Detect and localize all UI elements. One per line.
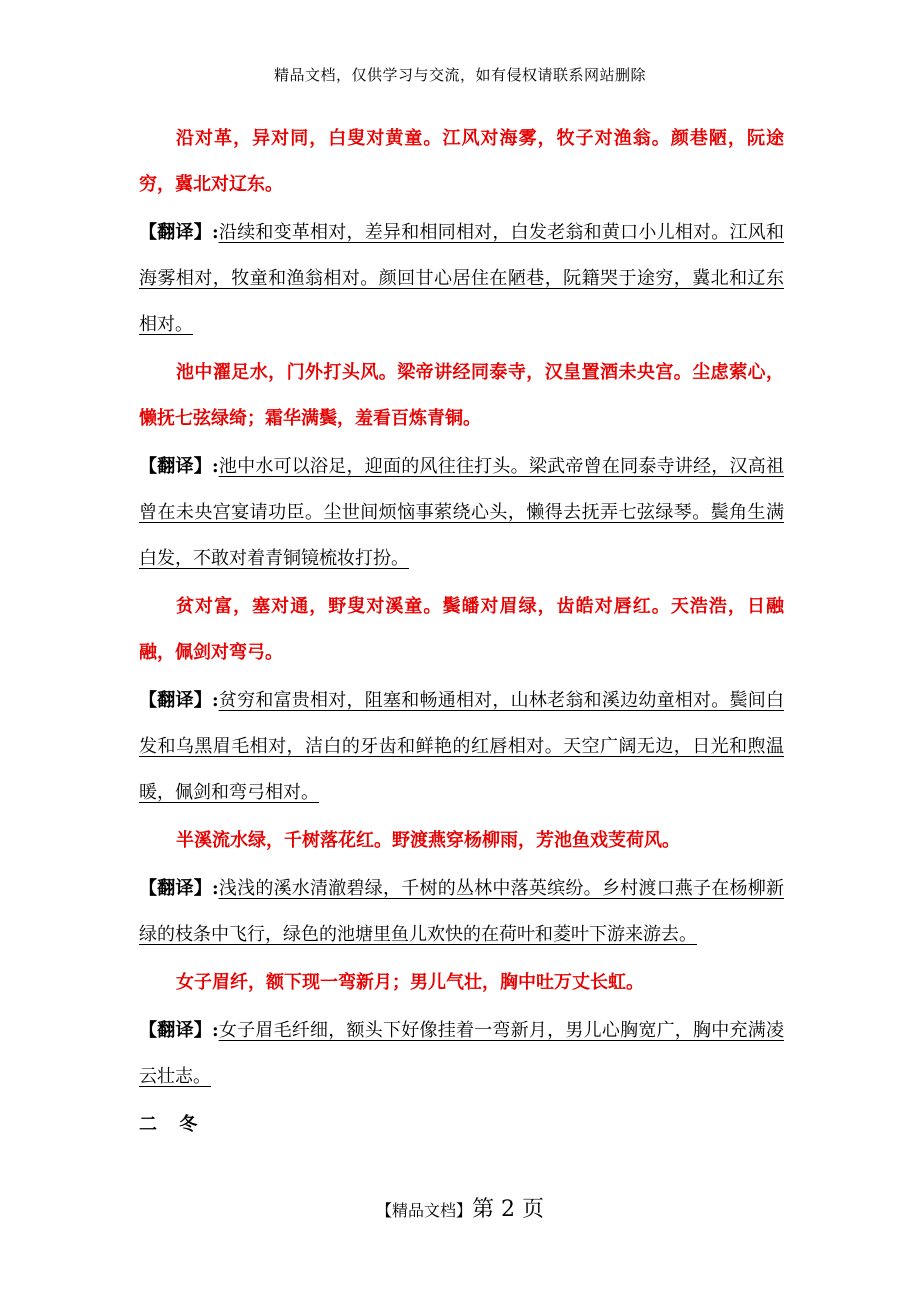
translation-label: 【翻译】: <box>139 878 219 899</box>
translation-label: 【翻译】: <box>139 456 219 477</box>
translation <box>139 1008 784 1100</box>
poem-verse: 沿对革，异对同，白叟对黄童。江风对海雾，牧子对渔翁。颜巷陋，阮途穷，冀北对辽东。 <box>139 128 784 195</box>
translation-text: 沿续和变革相对，差异和相同相对，白发老翁和黄口小儿相对。江风和海雾相对，牧童和渔翁相对。颜回甘心居住在陋巷，阮籍哭于途穷，冀北和辽东相对。 <box>139 222 784 335</box>
translation-text: 贫穷和富贵相对，阻塞和畅通相对，山林老翁和溪边幼童相对。鬓间白发和乌黑眉毛相对，洁白的牙齿和鲜艳的红唇相对。天空广阔无边，日光和煦温暖，佩剑和弯弓相对。 <box>139 690 784 803</box>
translation-label: 【翻译】: <box>139 1020 219 1041</box>
poem-verse: 半溪流水绿，千树落花红。野渡燕穿杨柳雨，芳池鱼戏芰荷风。 <box>176 830 680 851</box>
translation-label: 【翻译】: <box>139 690 219 711</box>
translation-text: 浅浅的溪水清澈碧绿，千树的丛林中落英缤纷。乡村渡口燕子在杨柳新绿的枝条中飞行，绿色的池塘里鱼儿欢快的在荷叶和菱叶下游来游去。 <box>139 878 784 945</box>
poem-verse: 女子眉纤，额下现一弯新月；男儿气壮，胸中吐万丈长虹。 <box>176 972 644 993</box>
document-body <box>139 116 784 1148</box>
section-heading: 二 冬 <box>139 1114 206 1135</box>
translation <box>139 444 784 582</box>
block-5 <box>139 960 784 1100</box>
translation-text: 池中水可以浴足，迎面的风往往打头。梁武帝曾在同泰寺讲经，汉高祖曾在未央宫宴请功臣。尘世间烦恼事萦绕心头，懒得去抚弄七弦绿琴。鬓角生满白发，不敢对着青铜镜梳妆打扮。 <box>139 456 784 569</box>
poem-verse: 贫对富，塞对通，野叟对溪童。鬓皤对眉绿，齿皓对唇红。天浩浩，日融融，佩剑对弯弓。 <box>139 596 784 663</box>
poem-verse: 池中濯足水，门外打头风。梁帝讲经同泰寺，汉皇置酒未央宫。尘虑萦心，懒抚七弦绿绮；霜华满鬓，羞看百炼青铜。 <box>139 362 784 429</box>
page-header: 精品文档，仅供学习与交流，如有侵权请联系网站删除 <box>273 66 646 84</box>
block-4 <box>139 818 784 958</box>
translation <box>139 866 784 958</box>
translation <box>139 210 784 348</box>
page-number: 第 2 页 <box>472 1197 544 1222</box>
translation-text: 女子眉毛纤细，额头下好像挂着一弯新月，男儿心胸宽广，胸中充满凌云壮志。 <box>139 1020 784 1087</box>
block-1 <box>139 116 784 348</box>
translation <box>139 678 784 816</box>
block-3 <box>139 584 784 816</box>
footer-tag: 【精品文档】 <box>376 1201 473 1220</box>
block-2 <box>139 350 784 582</box>
page-footer <box>0 1192 920 1223</box>
translation-label: 【翻译】: <box>139 222 219 243</box>
